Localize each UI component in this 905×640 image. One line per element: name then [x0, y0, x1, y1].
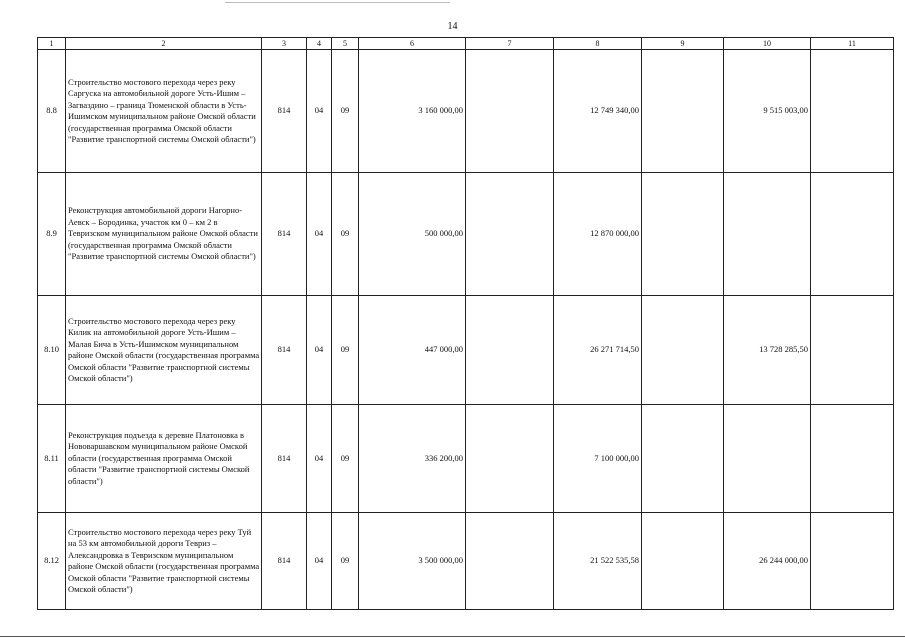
cell-amount-7 [466, 173, 554, 296]
table-row [38, 50, 894, 173]
cell-amount-9 [642, 405, 724, 513]
cell-amount-6: 447 000,00 [359, 296, 466, 405]
page-number: 14 [447, 21, 458, 32]
column-number-header: 9 [642, 38, 724, 50]
cell-amount-6: 500 000,00 [359, 173, 466, 296]
column-number-header: 5 [332, 38, 359, 50]
column-number-header: 7 [466, 38, 554, 50]
cell-amount-6: 3 500 000,00 [359, 513, 466, 610]
column-number-header: 10 [724, 38, 811, 50]
cell-amount-10 [724, 173, 811, 296]
cell-amount-9 [642, 513, 724, 610]
row-number: 8.8 [38, 50, 66, 173]
cell-code-4: 04 [307, 50, 332, 173]
cell-code-4: 04 [307, 513, 332, 610]
row-description: Строительство мостового перехода через реку Туй на 53 км автомобильной дороги Тевриз – Александровка в Тевризском муниципальном районе Омской области (государственная программа Омской области "Развитие транспортной системы Омской области") [66, 513, 262, 610]
cell-amount-10: 9 515 003,00 [724, 50, 811, 173]
cell-code-5: 09 [332, 50, 359, 173]
cell-amount-11 [811, 513, 894, 610]
column-number-header: 8 [554, 38, 642, 50]
cell-amount-11 [811, 405, 894, 513]
cell-amount-8: 21 522 535,58 [554, 513, 642, 610]
column-number-header: 1 [38, 38, 66, 50]
top-rule [225, 2, 450, 3]
cell-amount-11 [811, 173, 894, 296]
row-number: 8.9 [38, 173, 66, 296]
row-number: 8.10 [38, 296, 66, 405]
column-number-header: 11 [811, 38, 894, 50]
row-number: 8.12 [38, 513, 66, 610]
column-number-header: 2 [66, 38, 262, 50]
column-number-header: 4 [307, 38, 332, 50]
cell-code-3: 814 [262, 173, 307, 296]
cell-code-5: 09 [332, 405, 359, 513]
table-row [38, 296, 894, 405]
cell-amount-7 [466, 513, 554, 610]
row-description: Реконструкция подъезда к деревне Платоновка в Нововаршавском муниципальном районе Омской области (государственная программа Омской области "Развитие транспортной системы Омской области") [66, 405, 262, 513]
cell-amount-10: 13 728 285,50 [724, 296, 811, 405]
row-description: Строительство мостового перехода через реку Саргуска на автомобильной дороге Усть-Ишим – Загваздино – граница Тюменской области в Усть-Ишимском муниципальном районе Омской области (государственная программа Омской области "Развитие транспортной системы Омской области") [66, 50, 262, 173]
table-row [38, 513, 894, 610]
cell-amount-8: 26 271 714,50 [554, 296, 642, 405]
row-description: Строительство мостового перехода через реку Килик на автомобильной дороге Усть-Ишим – Малая Бича в Усть-Ишимском муниципальном районе Омской области (государственная программа Омской области "Развитие транспортной системы Омской области") [66, 296, 262, 405]
cell-amount-11 [811, 50, 894, 173]
cell-code-4: 04 [307, 173, 332, 296]
cell-amount-10 [724, 405, 811, 513]
column-number-header: 3 [262, 38, 307, 50]
cell-code-3: 814 [262, 513, 307, 610]
cell-code-5: 09 [332, 513, 359, 610]
cell-amount-6: 3 160 000,00 [359, 50, 466, 173]
cell-code-4: 04 [307, 296, 332, 405]
column-number-header: 6 [359, 38, 466, 50]
cell-code-3: 814 [262, 296, 307, 405]
table-row [38, 405, 894, 513]
cell-amount-7 [466, 296, 554, 405]
cell-amount-9 [642, 50, 724, 173]
cell-amount-8: 7 100 000,00 [554, 405, 642, 513]
cell-code-3: 814 [262, 405, 307, 513]
cell-amount-9 [642, 173, 724, 296]
cell-amount-8: 12 870 000,00 [554, 173, 642, 296]
cell-code-5: 09 [332, 173, 359, 296]
cell-amount-7 [466, 50, 554, 173]
cell-amount-6: 336 200,00 [359, 405, 466, 513]
cell-amount-7 [466, 405, 554, 513]
table-row [38, 173, 894, 296]
cell-amount-11 [811, 296, 894, 405]
cell-amount-10: 26 244 000,00 [724, 513, 811, 610]
row-description: Реконструкция автомобильной дороги Нагорно-Аевск – Бородинка, участок км 0 – км 2 в Тевризском муниципальном районе Омской области (государственная программа Омской области "Развитие транспортной системы Омской области") [66, 173, 262, 296]
bottom-rule [0, 636, 905, 637]
cell-code-3: 814 [262, 50, 307, 173]
cell-amount-9 [642, 296, 724, 405]
row-number: 8.11 [38, 405, 66, 513]
budget-table [37, 37, 894, 610]
cell-code-5: 09 [332, 296, 359, 405]
cell-code-4: 04 [307, 405, 332, 513]
column-number-row [38, 38, 894, 50]
cell-amount-8: 12 749 340,00 [554, 50, 642, 173]
